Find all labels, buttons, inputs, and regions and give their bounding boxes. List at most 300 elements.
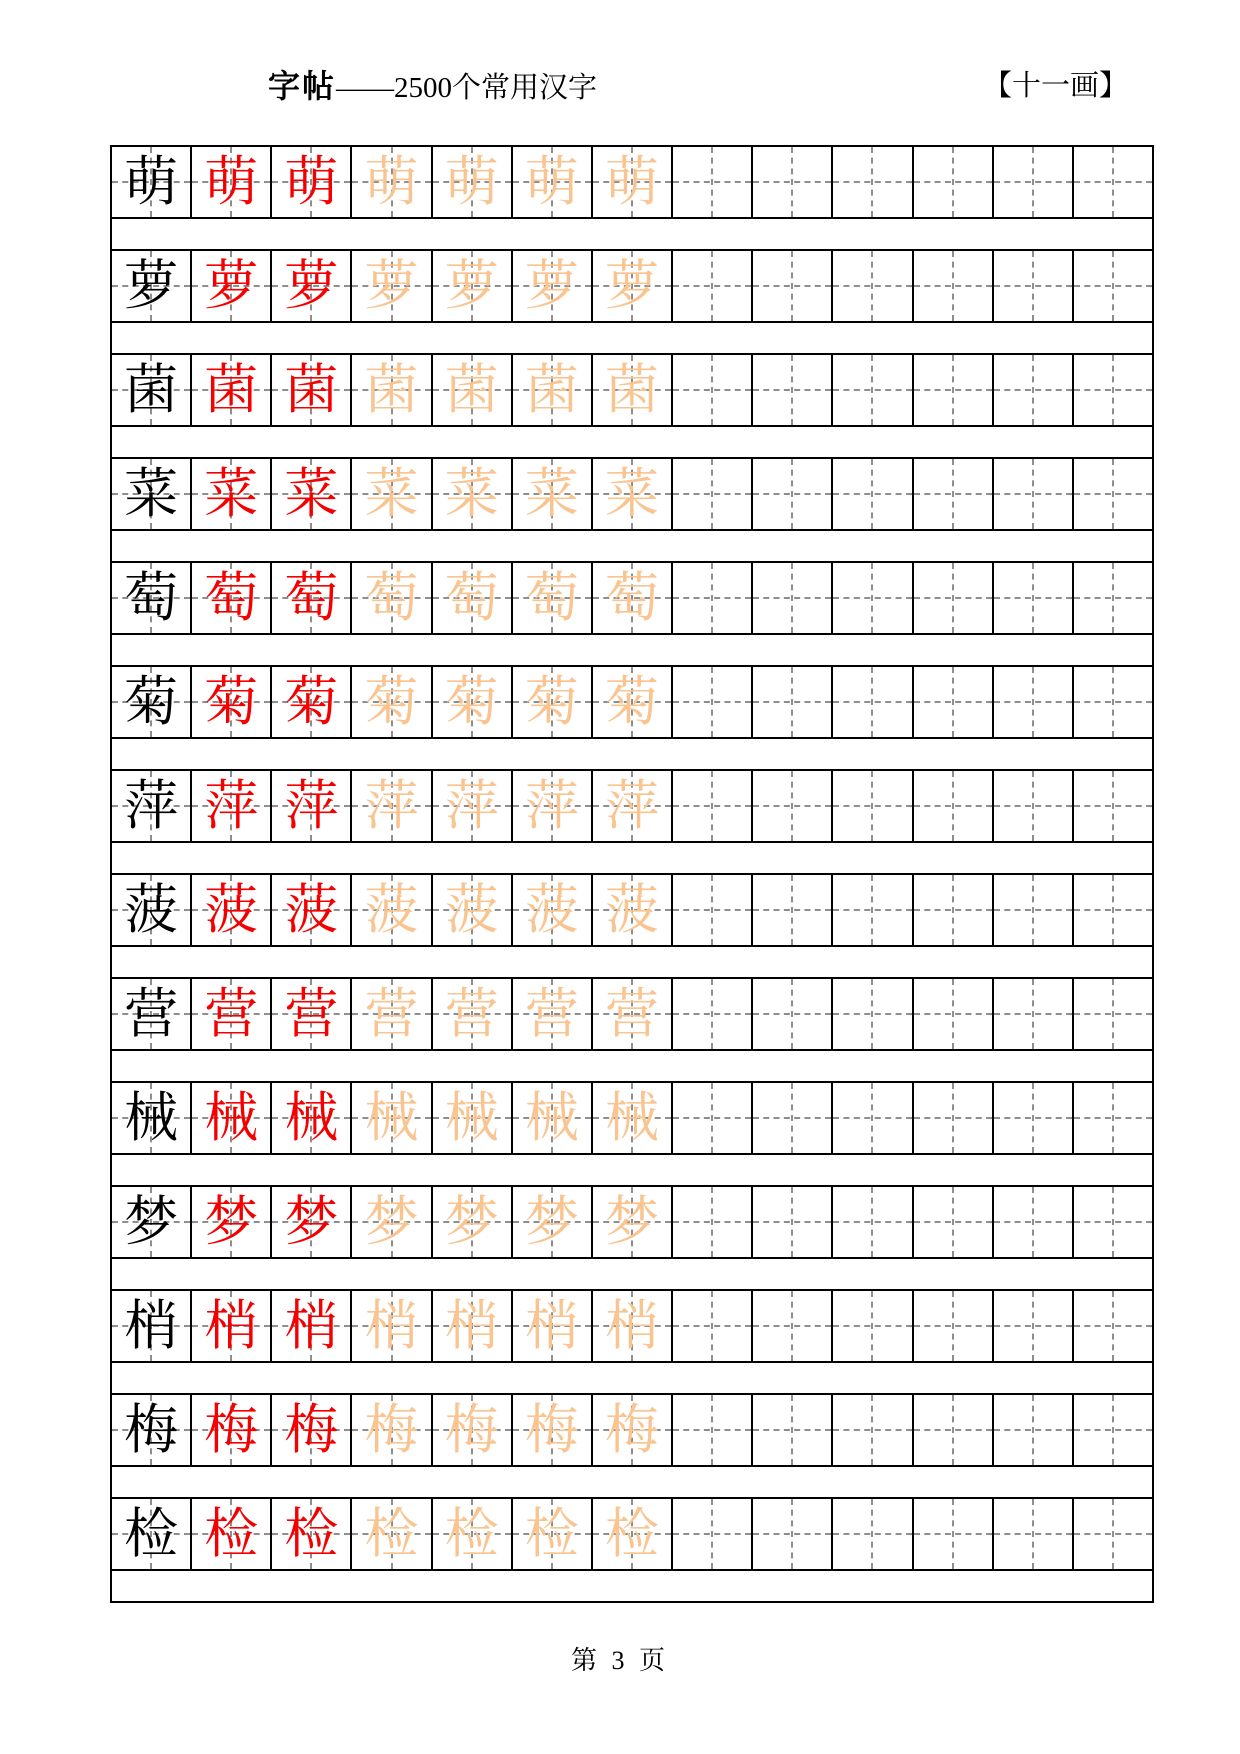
- character-glyph-black: 菌: [124, 360, 179, 420]
- practice-cell: [833, 459, 913, 529]
- practice-cell: [192, 563, 272, 633]
- practice-cell: [914, 875, 994, 945]
- practice-cell: [433, 979, 513, 1049]
- practice-cell: [914, 1499, 994, 1569]
- practice-cell: [192, 355, 272, 425]
- practice-cell: [1074, 875, 1152, 945]
- practice-cell: [513, 563, 593, 633]
- practice-cell: [112, 147, 192, 217]
- character-glyph-red: 械: [204, 1088, 259, 1148]
- practice-cell: [272, 667, 352, 737]
- practice-cell: [833, 1187, 913, 1257]
- spacer-row: [112, 1155, 1152, 1187]
- character-glyph-trace: 萍: [444, 776, 499, 836]
- character-glyph-trace: 械: [444, 1088, 499, 1148]
- character-row: [112, 1499, 1152, 1571]
- character-glyph-trace: 营: [364, 984, 419, 1044]
- practice-cell: [1074, 1291, 1152, 1361]
- practice-cell: [433, 771, 513, 841]
- character-glyph-trace: 检: [605, 1504, 660, 1564]
- character-glyph-black: 梅: [124, 1400, 179, 1460]
- practice-cell: [753, 1499, 833, 1569]
- spacer-row: [112, 1259, 1152, 1291]
- practice-cell: [192, 1187, 272, 1257]
- character-glyph-black: 械: [124, 1088, 179, 1148]
- practice-cell: [593, 563, 673, 633]
- character-row: [112, 1395, 1152, 1467]
- practice-cell: [994, 875, 1074, 945]
- character-glyph-black: 萌: [124, 152, 179, 212]
- character-glyph-trace: 梦: [364, 1192, 419, 1252]
- character-glyph-red: 营: [284, 984, 339, 1044]
- practice-cell: [433, 355, 513, 425]
- character-glyph-trace: 菜: [364, 464, 419, 524]
- character-glyph-black: 菠: [124, 880, 179, 940]
- practice-cell: [272, 771, 352, 841]
- practice-cell: [513, 1395, 593, 1465]
- practice-cell: [753, 667, 833, 737]
- practice-cell: [914, 459, 994, 529]
- practice-cell: [673, 1187, 753, 1257]
- character-glyph-trace: 萝: [364, 256, 419, 316]
- character-glyph-red: 萝: [204, 256, 259, 316]
- practice-cell: [513, 459, 593, 529]
- practice-cell: [833, 875, 913, 945]
- practice-cell: [192, 459, 272, 529]
- practice-cell: [352, 459, 432, 529]
- practice-cell: [673, 355, 753, 425]
- character-glyph-red: 梦: [204, 1192, 259, 1252]
- practice-cell: [352, 1395, 432, 1465]
- practice-cell: [994, 979, 1074, 1049]
- practice-cell: [833, 979, 913, 1049]
- practice-cell: [673, 251, 753, 321]
- practice-cell: [593, 1395, 673, 1465]
- practice-cell: [1074, 1395, 1152, 1465]
- character-glyph-red: 菠: [204, 880, 259, 940]
- spacer-row: [112, 739, 1152, 771]
- practice-cell: [272, 1291, 352, 1361]
- character-glyph-trace: 菌: [605, 360, 660, 420]
- practice-cell: [833, 667, 913, 737]
- practice-cell: [753, 1187, 833, 1257]
- practice-cell: [513, 147, 593, 217]
- practice-cell: [914, 355, 994, 425]
- character-row: [112, 147, 1152, 219]
- practice-cell: [673, 979, 753, 1049]
- character-glyph-red: 菊: [284, 672, 339, 732]
- character-glyph-trace: 菊: [524, 672, 579, 732]
- character-glyph-trace: 梦: [444, 1192, 499, 1252]
- practice-cell: [994, 771, 1074, 841]
- practice-cell: [994, 1291, 1074, 1361]
- practice-cell: [994, 1187, 1074, 1257]
- practice-cell: [433, 1083, 513, 1153]
- practice-cell: [673, 875, 753, 945]
- character-glyph-trace: 萝: [605, 256, 660, 316]
- character-glyph-trace: 菌: [524, 360, 579, 420]
- character-glyph-black: 菜: [124, 464, 179, 524]
- practice-cell: [753, 979, 833, 1049]
- practice-cell: [833, 147, 913, 217]
- practice-cell: [593, 1083, 673, 1153]
- practice-cell: [352, 251, 432, 321]
- character-glyph-trace: 梢: [605, 1296, 660, 1356]
- practice-cell: [192, 1291, 272, 1361]
- practice-cell: [192, 1499, 272, 1569]
- practice-cell: [112, 979, 192, 1049]
- character-glyph-trace: 械: [605, 1088, 660, 1148]
- character-glyph-trace: 械: [524, 1088, 579, 1148]
- practice-cell: [513, 251, 593, 321]
- character-row: [112, 251, 1152, 323]
- character-glyph-black: 萍: [124, 776, 179, 836]
- practice-cell: [352, 1291, 432, 1361]
- character-glyph-trace: 菠: [364, 880, 419, 940]
- practice-cell: [1074, 251, 1152, 321]
- practice-cell: [914, 251, 994, 321]
- character-glyph-red: 菊: [204, 672, 259, 732]
- practice-cell: [1074, 1083, 1152, 1153]
- practice-cell: [753, 771, 833, 841]
- practice-cell: [352, 147, 432, 217]
- character-glyph-trace: 械: [364, 1088, 419, 1148]
- practice-cell: [272, 1499, 352, 1569]
- practice-cell: [833, 771, 913, 841]
- character-glyph-red: 梢: [284, 1296, 339, 1356]
- practice-cell: [112, 563, 192, 633]
- practice-cell: [673, 1395, 753, 1465]
- practice-cell: [1074, 667, 1152, 737]
- practice-cell: [593, 147, 673, 217]
- practice-cell: [112, 1187, 192, 1257]
- character-glyph-red: 萝: [284, 256, 339, 316]
- character-glyph-red: 菜: [284, 464, 339, 524]
- practice-cell: [352, 1083, 432, 1153]
- character-glyph-red: 检: [284, 1504, 339, 1564]
- character-glyph-trace: 梅: [364, 1400, 419, 1460]
- practice-cell: [192, 875, 272, 945]
- practice-cell: [1074, 355, 1152, 425]
- practice-cell: [673, 459, 753, 529]
- spacer-row: [112, 427, 1152, 459]
- practice-cell: [833, 1291, 913, 1361]
- stroke-count-label: 【十一画】: [982, 70, 1128, 102]
- practice-cell: [112, 1499, 192, 1569]
- character-glyph-trace: 梦: [605, 1192, 660, 1252]
- page-header: [0, 66, 1240, 110]
- character-glyph-trace: 菠: [524, 880, 579, 940]
- spacer-row: [112, 1363, 1152, 1395]
- practice-cell: [192, 251, 272, 321]
- practice-cell: [914, 667, 994, 737]
- practice-cell: [994, 251, 1074, 321]
- character-glyph-red: 萄: [204, 568, 259, 628]
- practice-cell: [272, 979, 352, 1049]
- spacer-row: [112, 635, 1152, 667]
- practice-cell: [513, 1083, 593, 1153]
- practice-cell: [914, 979, 994, 1049]
- practice-cell: [593, 1291, 673, 1361]
- practice-cell: [833, 1499, 913, 1569]
- practice-cell: [994, 1499, 1074, 1569]
- character-glyph-red: 萍: [284, 776, 339, 836]
- character-glyph-trace: 菜: [605, 464, 660, 524]
- practice-cell: [433, 1395, 513, 1465]
- character-row: [112, 1187, 1152, 1259]
- practice-cell: [914, 147, 994, 217]
- practice-cell: [272, 1187, 352, 1257]
- practice-grid: [110, 145, 1154, 1603]
- page-number: 第 3 页: [570, 1646, 669, 1675]
- character-glyph-trace: 萄: [444, 568, 499, 628]
- practice-cell: [112, 251, 192, 321]
- practice-cell: [272, 1083, 352, 1153]
- practice-cell: [914, 1083, 994, 1153]
- character-glyph-red: 检: [204, 1504, 259, 1564]
- practice-cell: [433, 459, 513, 529]
- practice-cell: [433, 667, 513, 737]
- character-glyph-trace: 菠: [605, 880, 660, 940]
- practice-cell: [272, 355, 352, 425]
- character-glyph-black: 梢: [124, 1296, 179, 1356]
- character-glyph-red: 萌: [204, 152, 259, 212]
- copybook-title: [268, 66, 597, 108]
- character-glyph-black: 萄: [124, 568, 179, 628]
- character-glyph-trace: 萌: [364, 152, 419, 212]
- character-row: [112, 459, 1152, 531]
- character-glyph-trace: 萝: [444, 256, 499, 316]
- spacer-row: [112, 1571, 1152, 1601]
- practice-cell: [753, 147, 833, 217]
- practice-cell: [673, 1291, 753, 1361]
- practice-cell: [994, 1083, 1074, 1153]
- practice-cell: [112, 667, 192, 737]
- character-glyph-trace: 菜: [444, 464, 499, 524]
- character-glyph-trace: 萍: [605, 776, 660, 836]
- spacer-row: [112, 1467, 1152, 1499]
- character-glyph-red: 械: [284, 1088, 339, 1148]
- practice-cell: [513, 1291, 593, 1361]
- character-glyph-red: 梅: [284, 1400, 339, 1460]
- practice-cell: [593, 355, 673, 425]
- character-glyph-trace: 营: [605, 984, 660, 1044]
- practice-cell: [513, 667, 593, 737]
- practice-cell: [673, 667, 753, 737]
- practice-cell: [433, 875, 513, 945]
- character-glyph-trace: 萝: [524, 256, 579, 316]
- character-glyph-black: 萝: [124, 256, 179, 316]
- character-glyph-trace: 萍: [364, 776, 419, 836]
- character-row: [112, 667, 1152, 739]
- character-glyph-red: 梢: [204, 1296, 259, 1356]
- practice-cell: [112, 1083, 192, 1153]
- practice-cell: [112, 459, 192, 529]
- practice-cell: [352, 1499, 432, 1569]
- character-glyph-trace: 梅: [444, 1400, 499, 1460]
- practice-cell: [513, 979, 593, 1049]
- character-glyph-trace: 检: [524, 1504, 579, 1564]
- character-glyph-trace: 菊: [444, 672, 499, 732]
- character-glyph-trace: 菌: [364, 360, 419, 420]
- practice-cell: [593, 1499, 673, 1569]
- practice-cell: [1074, 1187, 1152, 1257]
- practice-cell: [352, 875, 432, 945]
- practice-cell: [272, 1395, 352, 1465]
- character-row: [112, 1083, 1152, 1155]
- practice-cell: [833, 355, 913, 425]
- practice-cell: [192, 979, 272, 1049]
- practice-cell: [994, 147, 1074, 217]
- practice-cell: [112, 771, 192, 841]
- character-glyph-trace: 营: [444, 984, 499, 1044]
- character-glyph-trace: 菊: [605, 672, 660, 732]
- practice-cell: [1074, 563, 1152, 633]
- practice-cell: [112, 355, 192, 425]
- practice-cell: [433, 1291, 513, 1361]
- practice-cell: [433, 147, 513, 217]
- character-glyph-trace: 萄: [605, 568, 660, 628]
- spacer-row: [112, 947, 1152, 979]
- practice-cell: [352, 771, 432, 841]
- practice-cell: [753, 1083, 833, 1153]
- character-glyph-trace: 营: [524, 984, 579, 1044]
- character-glyph-red: 梦: [284, 1192, 339, 1252]
- practice-cell: [914, 1291, 994, 1361]
- practice-cell: [914, 563, 994, 633]
- practice-cell: [192, 147, 272, 217]
- practice-cell: [833, 563, 913, 633]
- practice-cell: [1074, 979, 1152, 1049]
- spacer-row: [112, 843, 1152, 875]
- practice-cell: [1074, 771, 1152, 841]
- practice-cell: [272, 459, 352, 529]
- character-glyph-trace: 菜: [524, 464, 579, 524]
- practice-cell: [753, 1291, 833, 1361]
- character-glyph-trace: 梅: [524, 1400, 579, 1460]
- character-glyph-red: 菌: [204, 360, 259, 420]
- practice-cell: [272, 147, 352, 217]
- character-row: [112, 875, 1152, 947]
- character-glyph-red: 菌: [284, 360, 339, 420]
- character-glyph-trace: 菠: [444, 880, 499, 940]
- practice-cell: [513, 875, 593, 945]
- practice-cell: [753, 875, 833, 945]
- character-glyph-red: 萄: [284, 568, 339, 628]
- character-glyph-red: 萍: [204, 776, 259, 836]
- practice-cell: [914, 771, 994, 841]
- practice-cell: [352, 667, 432, 737]
- character-glyph-red: 菠: [284, 880, 339, 940]
- character-row: [112, 1291, 1152, 1363]
- character-glyph-trace: 萄: [524, 568, 579, 628]
- spacer-row: [112, 1051, 1152, 1083]
- practice-cell: [914, 1395, 994, 1465]
- practice-cell: [994, 1395, 1074, 1465]
- practice-cell: [673, 1083, 753, 1153]
- character-glyph-trace: 萌: [444, 152, 499, 212]
- practice-cell: [112, 1291, 192, 1361]
- practice-cell: [833, 1083, 913, 1153]
- practice-cell: [593, 771, 673, 841]
- practice-cell: [192, 1083, 272, 1153]
- character-glyph-trace: 萍: [524, 776, 579, 836]
- character-glyph-black: 梦: [124, 1192, 179, 1252]
- practice-cell: [833, 251, 913, 321]
- practice-cell: [112, 875, 192, 945]
- character-glyph-trace: 梢: [524, 1296, 579, 1356]
- practice-cell: [192, 771, 272, 841]
- practice-cell: [673, 147, 753, 217]
- practice-cell: [833, 1395, 913, 1465]
- practice-cell: [352, 563, 432, 633]
- character-glyph-red: 营: [204, 984, 259, 1044]
- character-glyph-red: 菜: [204, 464, 259, 524]
- practice-cell: [593, 875, 673, 945]
- practice-cell: [513, 1187, 593, 1257]
- practice-cell: [753, 251, 833, 321]
- practice-cell: [753, 1395, 833, 1465]
- practice-cell: [433, 1499, 513, 1569]
- spacer-row: [112, 219, 1152, 251]
- practice-cell: [1074, 459, 1152, 529]
- practice-cell: [272, 563, 352, 633]
- character-glyph-trace: 检: [444, 1504, 499, 1564]
- character-row: [112, 355, 1152, 427]
- practice-cell: [352, 1187, 432, 1257]
- practice-cell: [753, 563, 833, 633]
- character-glyph-black: 检: [124, 1504, 179, 1564]
- practice-cell: [513, 771, 593, 841]
- practice-cell: [593, 979, 673, 1049]
- practice-cell: [352, 979, 432, 1049]
- character-glyph-black: 菊: [124, 672, 179, 732]
- practice-cell: [513, 355, 593, 425]
- character-glyph-black: 营: [124, 984, 179, 1044]
- character-glyph-trace: 梅: [605, 1400, 660, 1460]
- practice-cell: [433, 563, 513, 633]
- spacer-row: [112, 531, 1152, 563]
- practice-cell: [593, 251, 673, 321]
- copybook-title-brand: 字帖: [268, 68, 337, 104]
- copybook-title-subtitle: ——2500个常用汉字: [336, 72, 598, 104]
- practice-cell: [914, 1187, 994, 1257]
- character-glyph-trace: 梢: [364, 1296, 419, 1356]
- practice-cell: [272, 251, 352, 321]
- practice-cell: [1074, 1499, 1152, 1569]
- practice-cell: [673, 1499, 753, 1569]
- practice-cell: [593, 1187, 673, 1257]
- practice-cell: [1074, 147, 1152, 217]
- spacer-row: [112, 323, 1152, 355]
- character-glyph-red: 萌: [284, 152, 339, 212]
- character-row: [112, 563, 1152, 635]
- practice-cell: [352, 355, 432, 425]
- character-glyph-trace: 萌: [605, 152, 660, 212]
- practice-cell: [593, 667, 673, 737]
- character-glyph-trace: 菊: [364, 672, 419, 732]
- practice-cell: [192, 667, 272, 737]
- character-glyph-trace: 萄: [364, 568, 419, 628]
- practice-cell: [192, 1395, 272, 1465]
- character-glyph-trace: 菌: [444, 360, 499, 420]
- practice-cell: [593, 459, 673, 529]
- practice-cell: [753, 355, 833, 425]
- practice-cell: [994, 667, 1074, 737]
- practice-cell: [673, 563, 753, 633]
- character-row: [112, 771, 1152, 843]
- practice-cell: [433, 1187, 513, 1257]
